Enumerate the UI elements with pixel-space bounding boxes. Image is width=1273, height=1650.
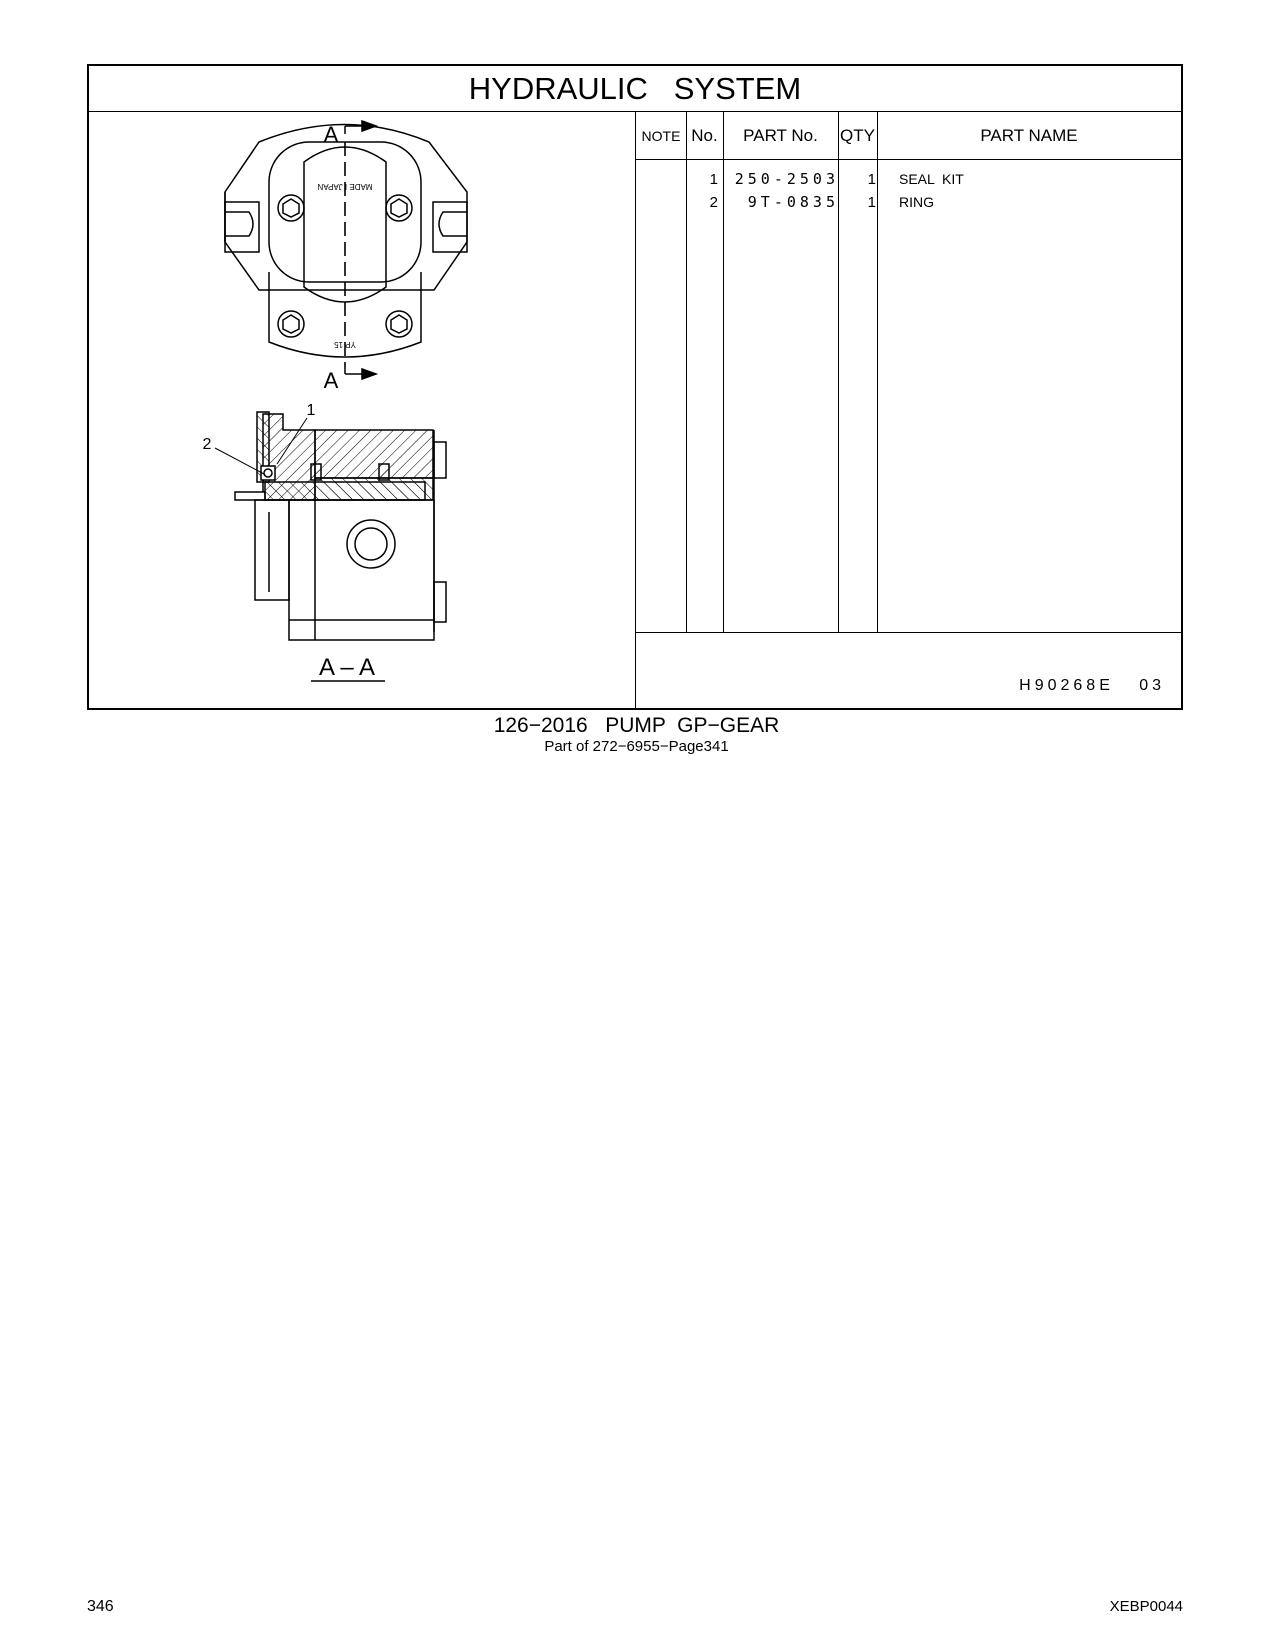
pump-section-view xyxy=(235,412,446,640)
callout-1: 1 xyxy=(306,402,316,419)
row-no: 2 xyxy=(709,194,718,211)
section-arrow-top xyxy=(345,121,376,134)
row-part-no: 250-2503 xyxy=(734,170,839,188)
section-view-label: A – A xyxy=(318,654,376,681)
casting-text-top: MADE I JAPAN xyxy=(317,182,373,191)
row-part-no: 9T-0835 xyxy=(747,193,839,211)
callout-2: 2 xyxy=(202,436,212,453)
header-no: No. xyxy=(691,126,718,145)
section-label-top: A xyxy=(323,122,339,147)
exploded-view-drawing xyxy=(89,112,636,710)
header-note: NOTE xyxy=(641,128,681,144)
document-code: XEBP0044 xyxy=(1109,1598,1183,1615)
parts-table xyxy=(636,112,1181,710)
pump-top-view xyxy=(225,125,467,368)
row-part-name: RING xyxy=(899,194,934,210)
row-part-name: SEAL KIT xyxy=(899,171,964,187)
header-part-name: PART NAME xyxy=(980,126,1078,145)
drawing-code: H90268E 03 xyxy=(1019,677,1165,694)
section-arrow-bottom xyxy=(345,367,376,379)
header-part-no: PART No. xyxy=(743,126,818,145)
parts-illustration-frame xyxy=(87,64,1183,710)
table-row xyxy=(636,168,1181,191)
figure-caption xyxy=(0,714,1273,756)
section-label-bottom: A xyxy=(323,368,339,393)
caption-sub: Part of 272−6955−Page341 xyxy=(544,738,729,755)
row-qty: 1 xyxy=(867,171,876,188)
row-no: 1 xyxy=(709,171,718,188)
row-qty: 1 xyxy=(867,194,876,211)
header-qty: QTY xyxy=(840,126,875,145)
casting-text-bottom: YP 15 xyxy=(334,340,356,349)
page-number: 346 xyxy=(87,1598,114,1615)
caption-main: 126−2016 PUMP GP−GEAR xyxy=(493,714,780,737)
table-row xyxy=(636,191,1181,214)
section-title: HYDRAULIC SYSTEM xyxy=(89,66,1181,112)
